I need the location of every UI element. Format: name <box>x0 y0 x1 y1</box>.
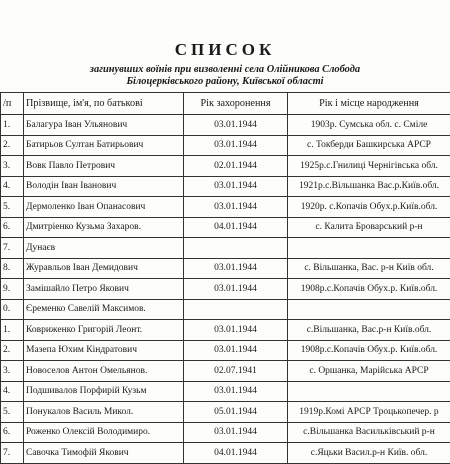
table-row <box>1 115 450 136</box>
row-name: Понукалов Василь Микол. <box>24 402 184 423</box>
row-burial-year: 03.01.1944 <box>184 340 288 361</box>
row-name: Ковриженко Григорій Леонт. <box>24 320 184 341</box>
row-burial-year: 03.01.1944 <box>184 176 288 197</box>
row-number: 6. <box>1 422 24 443</box>
row-birth-info: с. Калита Броварський р-н <box>288 217 450 238</box>
row-name: Роженко Олексій Володимиро. <box>24 422 184 443</box>
row-burial-year: 03.01.1944 <box>184 320 288 341</box>
row-number: 7. <box>1 443 24 464</box>
row-burial-year: 03.01.1944 <box>184 279 288 300</box>
row-burial-year: 03.01.1944 <box>184 197 288 218</box>
row-birth-info: с. Вільшанка, Вас. р-н Київ обл. <box>288 258 450 279</box>
row-number: 4. <box>1 176 24 197</box>
table-row <box>1 156 450 177</box>
table-row <box>1 340 450 361</box>
table-header-row <box>1 93 450 115</box>
row-number: 7. <box>1 238 24 259</box>
row-birth-info: 1919р.Комі АРСР Троцькопечер. р <box>288 402 450 423</box>
column-header-name: Прізвище, ім'я, по батькові <box>24 93 184 115</box>
row-name: Новоселов Антон Омельянов. <box>24 361 184 382</box>
row-birth-info: с. Токберди Башкирська АРСР <box>288 135 450 156</box>
row-name: Балагура Іван Ульянович <box>24 115 184 136</box>
row-number: 2. <box>1 135 24 156</box>
row-burial-year: 04.01.1944 <box>184 443 288 464</box>
row-name: Замішайло Петро Якович <box>24 279 184 300</box>
table-row <box>1 217 450 238</box>
table-row <box>1 299 450 320</box>
row-burial-year: 03.01.1944 <box>184 115 288 136</box>
row-burial-year: 02.01.1944 <box>184 156 288 177</box>
row-burial-year: 02.07.1941 <box>184 361 288 382</box>
table-row <box>1 279 450 300</box>
row-number: 2. <box>1 340 24 361</box>
row-birth-info: 1925р.с.Гнилиці Чернігівська обл. <box>288 156 450 177</box>
row-number: 8. <box>1 258 24 279</box>
row-birth-info: с. Оршанка, Марійська АРСР <box>288 361 450 382</box>
casualty-table <box>0 92 450 464</box>
row-name: Єременко Савелій Максимов. <box>24 299 184 320</box>
row-number: 1. <box>1 320 24 341</box>
row-number: 3. <box>1 361 24 382</box>
row-number: 4. <box>1 381 24 402</box>
row-burial-year: 03.01.1944 <box>184 422 288 443</box>
table-row <box>1 381 450 402</box>
row-birth-info <box>288 381 450 402</box>
row-name: Батирьов Султан Батирьович <box>24 135 184 156</box>
table-row <box>1 320 450 341</box>
row-burial-year: 03.01.1944 <box>184 381 288 402</box>
row-number: 5. <box>1 197 24 218</box>
row-name: Журавльов Іван Демидович <box>24 258 184 279</box>
document-subtitle-line1: загинувших воїнів при визволенні села Олійникова Слобода <box>0 64 450 75</box>
row-number: 5. <box>1 402 24 423</box>
row-burial-year: 05.01.1944 <box>184 402 288 423</box>
table-row <box>1 402 450 423</box>
row-birth-info: 1903р. Сумська обл. с. Сміле <box>288 115 450 136</box>
row-number: 3. <box>1 156 24 177</box>
column-header-birth-info: Рік і місце народження <box>288 93 450 115</box>
row-burial-year: 04.01.1944 <box>184 217 288 238</box>
document-subtitle-line2: Білоцерківського району, Київської області <box>0 76 450 87</box>
row-name: Дмитріенко Кузьма Захаров. <box>24 217 184 238</box>
row-burial-year: 03.01.1944 <box>184 135 288 156</box>
table-row <box>1 443 450 464</box>
column-header-number: /п <box>1 93 24 115</box>
row-name: Дунаєв <box>24 238 184 259</box>
row-burial-year <box>184 238 288 259</box>
row-birth-info: 1920р. с.Копачів Обух.р.Київ.обл. <box>288 197 450 218</box>
row-name: Володін Іван Іванович <box>24 176 184 197</box>
row-birth-info: с.Вільшанка Васильківський р-н <box>288 422 450 443</box>
table-row <box>1 176 450 197</box>
table-row <box>1 238 450 259</box>
row-birth-info: 1908р.с.Копачів Обух.р. Київ.обл. <box>288 340 450 361</box>
row-burial-year: 03.01.1944 <box>184 258 288 279</box>
row-name: Дермоленко Іван Опанасович <box>24 197 184 218</box>
row-name: Вовк Павло Петрович <box>24 156 184 177</box>
row-name: Савочка Тимофій Якович <box>24 443 184 464</box>
table-row <box>1 197 450 218</box>
row-birth-info: 1921р.с.Вільшанка Вас.р.Київ.обл. <box>288 176 450 197</box>
row-number: 9. <box>1 279 24 300</box>
table-row <box>1 135 450 156</box>
row-burial-year <box>184 299 288 320</box>
table-row <box>1 422 450 443</box>
row-number: 6. <box>1 217 24 238</box>
row-birth-info: 1908р.с.Копачів Обух.р. Київ.обл. <box>288 279 450 300</box>
table-row <box>1 258 450 279</box>
column-header-burial-year: Рік захоронення <box>184 93 288 115</box>
row-number: 0. <box>1 299 24 320</box>
row-birth-info <box>288 299 450 320</box>
row-birth-info: с.Вільшанка, Вас.р-н Київ.обл. <box>288 320 450 341</box>
row-name: Мазепа Юхим Кіндратович <box>24 340 184 361</box>
row-number: 1. <box>1 115 24 136</box>
row-birth-info <box>288 238 450 259</box>
row-name: Подшивалов Порфирій Кузьм <box>24 381 184 402</box>
document-title: СПИСОК <box>0 40 450 60</box>
row-birth-info: с.Яцьки Васил.р-н Київ. обл. <box>288 443 450 464</box>
table-row <box>1 361 450 382</box>
